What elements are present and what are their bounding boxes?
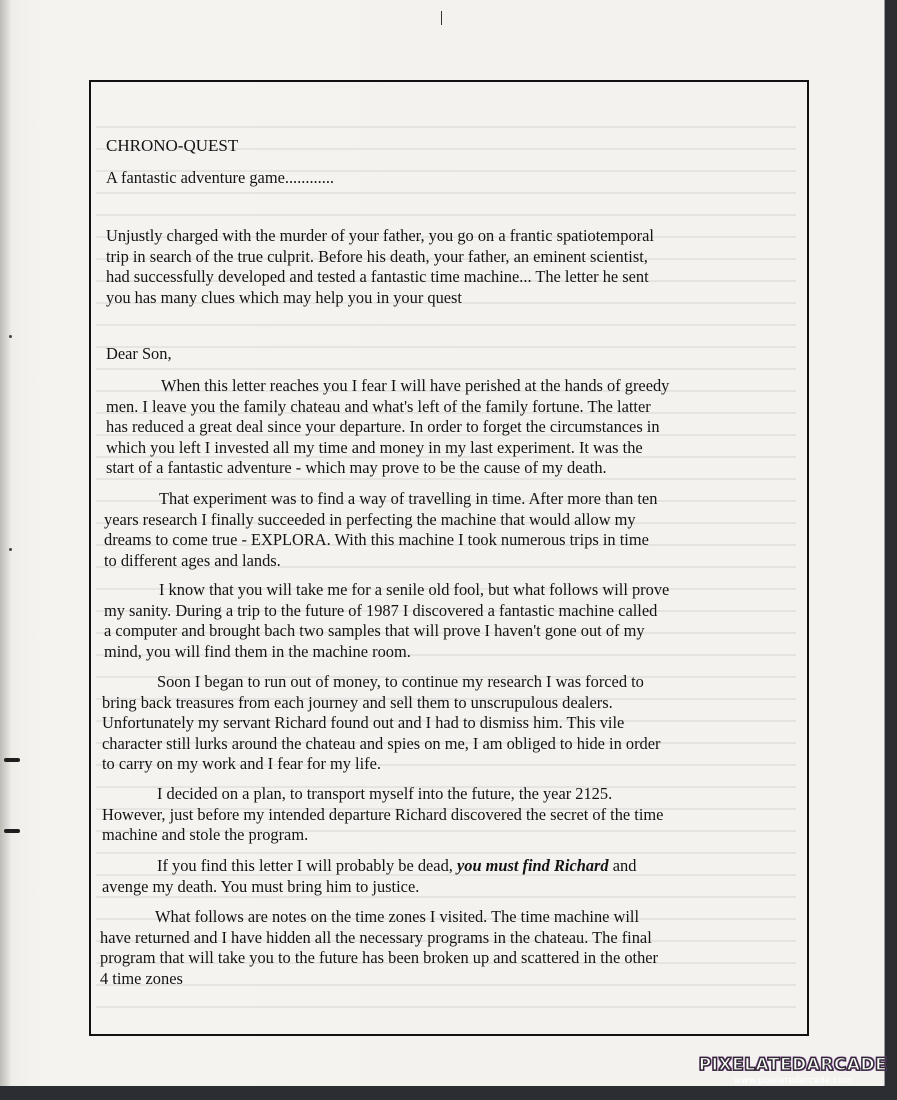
paragraph-line: program that will take you to the future has been broken up and scattered in the other bbox=[100, 948, 659, 968]
paragraph-line: What follows are notes on the time zones I visited. The time machine will bbox=[155, 907, 640, 926]
paragraph-line: which you left I invested all my time and money in my last experiment. It was the bbox=[106, 437, 643, 457]
intro-line: had successfully developed and tested a fantastic time machine... The letter he sent bbox=[106, 267, 649, 287]
paragraph-line bbox=[102, 856, 636, 877]
paragraph-line: has reduced a great deal since your departure. In order to forget the circumstances in bbox=[106, 417, 660, 437]
paragraph-line: Soon I began to run out of money, to continue my research I was forced to bbox=[157, 672, 644, 691]
paragraph-line: I decided on a plan, to transport myself into the future, the year 2125. bbox=[157, 784, 613, 803]
intro-line: Unjustly charged with the murder of your father, you go on a frantic spatiotemporal bbox=[106, 226, 654, 245]
letter-paragraph-3 bbox=[104, 580, 669, 662]
paragraph-line: have returned and I have hidden all the necessary programs in the chateau. The final bbox=[100, 927, 652, 947]
paragraph-line: bring back treasures from each journey and sell them to unscrupulous dealers. bbox=[102, 692, 613, 712]
paragraph-line: a computer and brought bach two samples that will prove I haven't gone out of my bbox=[104, 621, 645, 641]
paragraph-line: machine and stole the program. bbox=[102, 825, 309, 845]
letter-paragraph-2 bbox=[104, 489, 657, 571]
paragraph-line: men. I leave you the family chateau and what's left of the family fortune. The latter bbox=[106, 396, 651, 416]
watermark-url: www.pixelatedarcade.com bbox=[733, 1076, 853, 1086]
paragraph-line: dreams to come true - EXPLORA. With this machine I took numerous trips in time bbox=[104, 530, 649, 550]
paragraph-line: When this letter reaches you I fear I will have perished at the hands of greedy bbox=[161, 376, 670, 395]
paragraph-text: and bbox=[608, 856, 637, 875]
intro-line: trip in search of the true culprit. Before his death, your father, an eminent scientist, bbox=[106, 246, 648, 266]
paragraph-text: If you find this letter I will probably be dead, bbox=[157, 856, 457, 875]
paragraph-line: years research I finally succeeded in perfecting the machine that would allow my bbox=[104, 509, 636, 529]
paragraph-line: mind, you will find them in the machine room. bbox=[104, 641, 411, 661]
paragraph-line: 4 time zones bbox=[100, 968, 183, 988]
paragraph-line: to different ages and lands. bbox=[104, 550, 281, 570]
document-title: CHRONO-QUEST bbox=[106, 136, 239, 155]
watermark-logo: PIXELATEDARCADE bbox=[698, 1055, 888, 1075]
letter-paragraph-5 bbox=[102, 784, 663, 846]
paragraph-line: That experiment was to find a way of travelling in time. After more than ten bbox=[159, 489, 658, 508]
staple-bottom bbox=[4, 829, 20, 833]
paragraph-line: avenge my death. You must bring him to justice. bbox=[102, 876, 420, 896]
staple-top bbox=[4, 758, 20, 762]
crease-mark bbox=[441, 11, 442, 25]
document-subtitle: A fantastic adventure game............ bbox=[106, 168, 335, 187]
paragraph-line: to carry on my work and I fear for my life. bbox=[102, 754, 381, 774]
letter-paragraph-6 bbox=[102, 856, 636, 897]
emphasized-text: you must find Richard bbox=[456, 856, 609, 875]
paragraph-line: my sanity. During a trip to the future of 1987 I discovered a fantastic machine called bbox=[104, 600, 658, 620]
letter-paragraph-7 bbox=[100, 907, 658, 989]
letter-salutation: Dear Son, bbox=[106, 344, 172, 363]
punch-mark bbox=[9, 335, 12, 338]
paragraph-line: character still lurks around the chateau and spies on me, I am obliged to hide in order bbox=[102, 733, 661, 753]
paragraph-line: However, just before my intended departure Richard discovered the secret of the time bbox=[102, 804, 664, 824]
intro-line: you has many clues which may help you in your quest bbox=[106, 287, 462, 307]
paragraph-line: Unfortunately my servant Richard found out and I had to dismiss him. This vile bbox=[102, 713, 625, 733]
punch-mark bbox=[9, 548, 12, 551]
letter-paragraph-4 bbox=[102, 672, 660, 775]
letter-paragraph-1 bbox=[106, 376, 669, 479]
paragraph-line: start of a fantastic adventure - which may prove to be the cause of my death. bbox=[106, 458, 607, 478]
paragraph-line: I know that you will take me for a senile old fool, but what follows will prove bbox=[159, 580, 670, 599]
binding-edge bbox=[0, 0, 10, 1086]
intro-paragraph bbox=[106, 226, 654, 308]
site-watermark bbox=[693, 1055, 893, 1086]
